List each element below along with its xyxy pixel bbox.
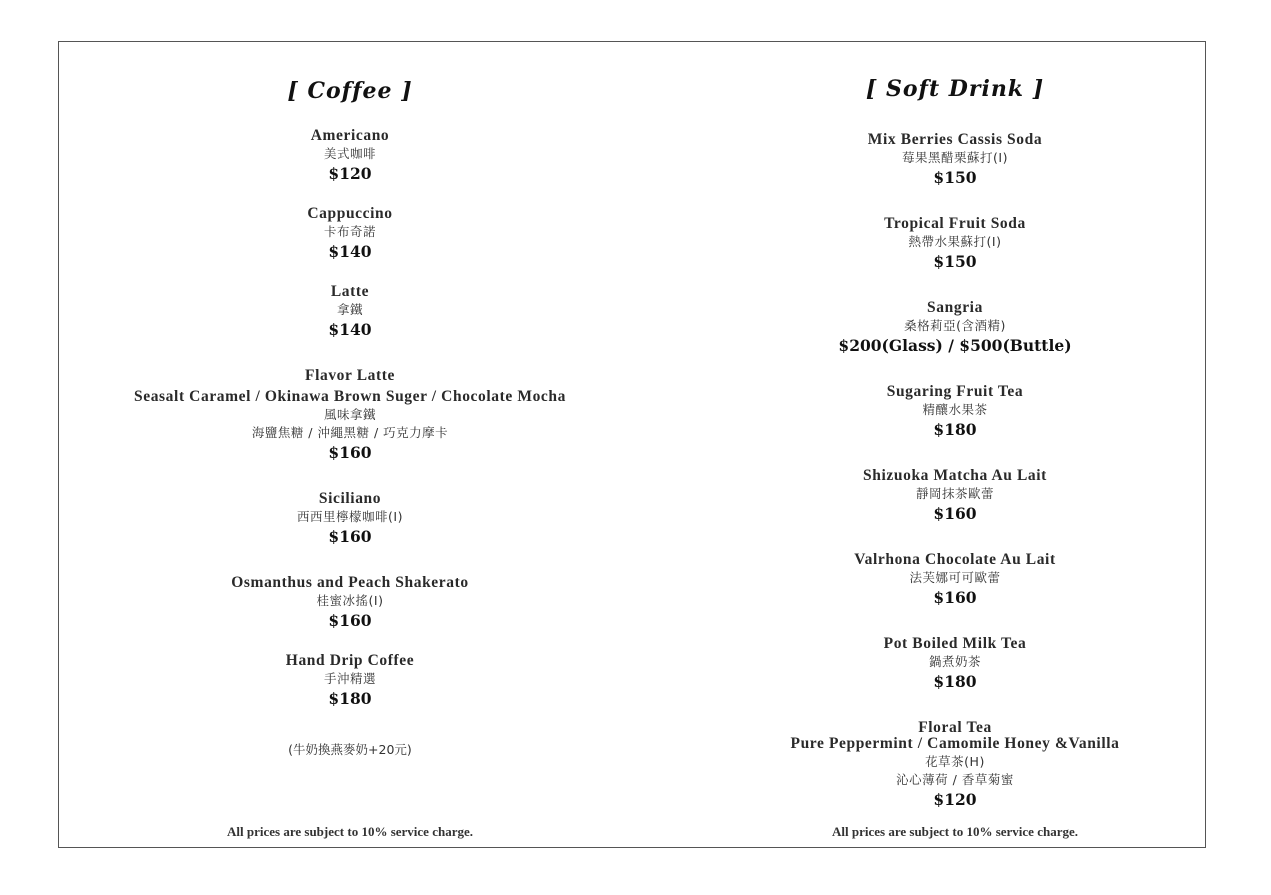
item-options-zh: 海鹽焦糖 / 沖繩黑糖 / 巧克力摩卡: [251, 425, 449, 440]
item-name-zh: 卡布奇諾: [323, 224, 376, 239]
item-name-zh: 熱帶水果蘇打(I): [908, 234, 1002, 249]
menu-item-sangria: [684, 299, 1226, 355]
item-price: $120: [933, 790, 977, 809]
item-name-en: Sangria: [927, 299, 983, 316]
item-name-en: Flavor Latte: [305, 367, 395, 384]
item-name-zh: 桂蜜冰搖(I): [316, 593, 384, 608]
menu-frame: [58, 41, 1206, 848]
item-options-en: Pure Peppermint / Camomile Honey &Vanilla: [790, 735, 1120, 752]
item-name-zh: 精釀水果茶: [922, 402, 988, 417]
item-name-zh: 鍋煮奶茶: [928, 654, 981, 669]
item-options-en: Seasalt Caramel / Okinawa Brown Suger / Chocolate Mocha: [134, 388, 566, 405]
item-name-zh: 風味拿鐵: [323, 407, 376, 422]
menu-item-floral-tea: [684, 719, 1226, 809]
item-price: $160: [328, 527, 372, 546]
item-name-en: Shizuoka Matcha Au Lait: [863, 467, 1047, 484]
item-name-zh: 花草茶(H): [925, 754, 985, 769]
oat-milk-note: (牛奶換燕麥奶+20元): [288, 742, 412, 757]
item-price: $160: [933, 504, 977, 523]
item-name-zh: 靜岡抹茶歐蕾: [915, 486, 994, 501]
item-name-en: Pot Boiled Milk Tea: [883, 635, 1027, 652]
menu-item-flavor-latte: [59, 367, 641, 462]
item-name-en: Latte: [330, 283, 370, 300]
soft-drink-heading: [ Soft Drink ]: [865, 76, 1045, 102]
item-options-zh: 沁心薄荷 / 香草菊蜜: [896, 772, 1014, 787]
item-price: $180: [933, 420, 977, 439]
item-price: $160: [328, 443, 372, 462]
item-price: $120: [328, 164, 372, 183]
item-name-en: Floral Tea: [918, 719, 992, 736]
item-name-en: Mix Berries Cassis Soda: [867, 131, 1043, 148]
item-name-zh: 西西里檸檬咖啡(I): [297, 509, 403, 524]
item-name-zh: 拿鐵: [336, 302, 363, 317]
item-price: $180: [933, 672, 977, 691]
menu-item-osmanthus-shakerato: [59, 574, 641, 630]
item-price: $140: [328, 320, 372, 339]
menu-item-sugaring-fruit-tea: [684, 383, 1226, 439]
service-charge-footer: All prices are subject to 10% service charge.: [832, 824, 1078, 839]
item-price: $140: [328, 242, 372, 261]
menu-item-pot-boiled-milk-tea: [684, 635, 1226, 691]
item-name-zh: 莓果黑醋栗蘇打(I): [902, 150, 1008, 165]
item-name-en: Hand Drip Coffee: [285, 652, 415, 669]
coffee-heading: [ Coffee ]: [287, 78, 413, 104]
menu-item-matcha-au-lait: [684, 467, 1226, 523]
item-name-zh: 法芙娜可可歐蕾: [909, 570, 1001, 585]
item-name-zh: 手沖精選: [323, 671, 376, 686]
item-name-en: Siciliano: [318, 490, 382, 507]
item-name-zh: 桑格莉亞(含酒精): [904, 318, 1006, 333]
menu-item-tropical-soda: [684, 215, 1226, 271]
item-name-en: Americano: [310, 127, 390, 144]
item-name-en: Sugaring Fruit Tea: [886, 383, 1024, 400]
service-charge-footer: All prices are subject to 10% service charge.: [227, 824, 473, 839]
menu-item-hand-drip: [59, 652, 641, 708]
menu-item-chocolate-au-lait: [684, 551, 1226, 607]
item-name-zh: 美式咖啡: [323, 146, 376, 161]
item-price: $180: [328, 689, 372, 708]
item-name-en: Valrhona Chocolate Au Lait: [854, 551, 1056, 568]
item-name-en: Cappuccino: [307, 205, 393, 222]
menu-item-latte: [59, 283, 641, 339]
item-name-en: Osmanthus and Peach Shakerato: [231, 574, 469, 591]
item-price: $160: [933, 588, 977, 607]
menu-item-americano: [59, 127, 641, 183]
item-name-en: Tropical Fruit Soda: [884, 215, 1026, 232]
item-price: $160: [328, 611, 372, 630]
item-price: $150: [933, 252, 977, 271]
menu-item-cappuccino: [59, 205, 641, 261]
menu-item-siciliano: [59, 490, 641, 546]
item-price: $150: [933, 168, 977, 187]
menu-item-mix-berries-soda: [684, 131, 1226, 187]
item-price: $200(Glass) / $500(Buttle): [838, 336, 1072, 355]
